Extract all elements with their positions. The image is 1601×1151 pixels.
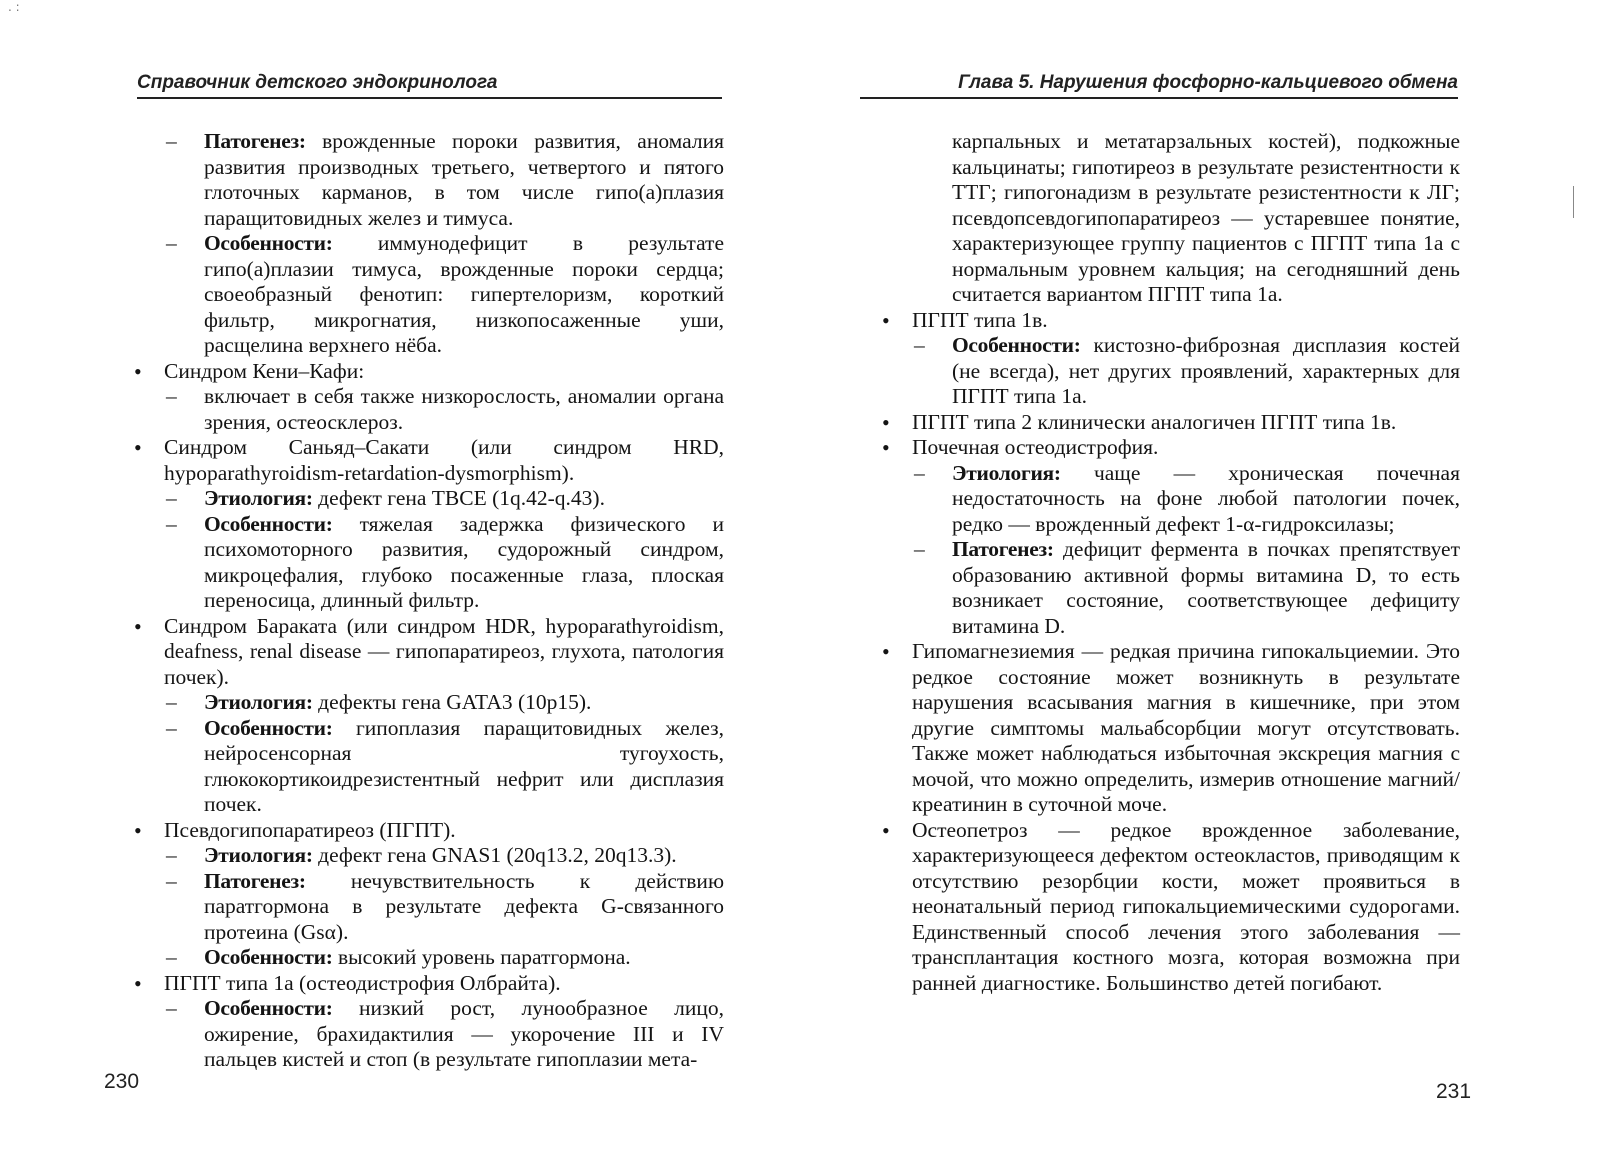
item-text: ПГПТ типа 1а (остеодистрофия Олбрайта). xyxy=(164,970,561,995)
item-text: дефицит фермента в почках препятствует образованию активной формы витамина D, то есть возникает состояние, соответствующее дефициту витамина D. xyxy=(952,537,1460,638)
bullet-marker: • xyxy=(882,435,890,460)
sub-item xyxy=(112,869,724,946)
item-text: чаще — хроническая почечная недостаточность на фоне любой патологии почек, редко — врожденный дефект 1-α-гидроксилазы; xyxy=(952,460,1460,536)
sub-item xyxy=(112,716,724,818)
item-text: высокий уровень паратгормона. xyxy=(332,945,631,969)
item-lead: Особенности: xyxy=(204,511,333,536)
dash-marker: – xyxy=(166,129,177,153)
item-text: иммунодефицит в результате гипо(а)плазии тимуса, врожденные пороки сердца; своеобразный фенотип: гипертелоризм, короткий фильтр, микрогнатия, низкопосаженные уши, расщелина верхнего нёба. xyxy=(204,231,724,357)
dash-marker: – xyxy=(166,945,177,969)
item-text: Синдром Саньяд–Сакати (или синдром HRD, hypoparathyroidism-retardation-dysmorphism). xyxy=(164,435,724,485)
bullet-item xyxy=(112,971,724,997)
dash-marker: – xyxy=(166,384,177,408)
sub-item xyxy=(112,512,724,614)
item-text: включает в себя также низкорослость, аномалии органа зрения, остеосклероз. xyxy=(204,384,724,434)
item-lead: Этиология: xyxy=(204,690,313,714)
bullet-item xyxy=(860,818,1460,997)
right-page xyxy=(860,0,1601,1151)
dash-marker: – xyxy=(166,715,177,740)
page-body xyxy=(112,129,724,1073)
running-head: Глава 5. Нарушения фосфорно-кальциевого обмена xyxy=(860,72,1458,99)
item-lead: Особенности: xyxy=(204,945,333,969)
dash-marker: – xyxy=(166,843,177,867)
dash-marker: – xyxy=(166,996,177,1020)
item-text: Гипомагнезиемия — редкая причина гипокальциемии. Это редкое состояние может возникнуть в результате нарушения всасывания магния в кишечнике, при этом другие симптомы мальабсорбции могут отсутствовать. Также может наблюдаться избыточная экскреция магния с мочой, что можно определить, измерив отношение магний/креатинин в суточной моче. xyxy=(912,639,1460,816)
bullet-item xyxy=(112,435,724,486)
scan-artifact-line xyxy=(1573,186,1574,218)
item-lead: Особенности: xyxy=(204,231,333,255)
item-lead: Особенности: xyxy=(204,996,333,1020)
bullet-marker: • xyxy=(134,613,142,639)
sub-item xyxy=(112,231,724,359)
sub-item xyxy=(112,843,724,869)
sub-item xyxy=(860,333,1460,410)
page-number: 231 xyxy=(1436,1080,1472,1103)
item-text: карпальных и метатарзальных костей), подкожные кальцинаты; гипотиреоз в результате резистентности к ТТГ; гипогонадизм в результате резистентности к ЛГ; псевдопсевдогипопаратиреоз — устаревшее понятие, характеризующее группу пациентов с ПГПТ типа 1а с нормальным уровнем кальция; на сегодняшний день считается вариантом ПГПТ типа 1а. xyxy=(952,129,1460,306)
page-body xyxy=(860,129,1460,996)
sub-item xyxy=(112,486,724,512)
sub-item xyxy=(860,461,1460,538)
item-text: дефект гена GNAS1 (20q13.2, 20q13.3). xyxy=(312,843,677,867)
item-lead: Этиология: xyxy=(204,486,313,510)
item-lead: Патогенез: xyxy=(204,868,306,893)
item-text: дефект гена TBCE (1q.42-q.43). xyxy=(312,486,605,510)
item-text: кистозно-фиброзная дисплазия костей (не всегда), нет других проявлений, характерных для ПГПТ типа 1а. xyxy=(952,333,1460,408)
dash-marker: – xyxy=(166,231,177,255)
bullet-item xyxy=(112,359,724,385)
item-text: гипоплазия паращитовидных желез, нейросенсорная тугоухость, глюкокортикоидрезистентный нефрит или дисплазия почек. xyxy=(204,715,724,816)
bullet-marker: • xyxy=(882,639,890,664)
left-page xyxy=(0,0,760,1151)
bullet-item xyxy=(112,614,724,691)
bullet-marker: • xyxy=(882,307,890,333)
dash-marker: – xyxy=(166,868,177,893)
bullet-item xyxy=(860,410,1460,436)
item-text: Псевдогипопаратиреоз (ПГПТ). xyxy=(164,817,456,842)
running-head: Справочник детского эндокринолога xyxy=(137,72,722,99)
bullet-item xyxy=(860,308,1460,334)
bullet-item xyxy=(860,435,1460,461)
item-text: Синдром Кени–Кафи: xyxy=(164,358,365,383)
bullet-marker: • xyxy=(134,817,142,843)
item-text: врожденные пороки развития, аномалия развития производных третьего, четвертого и пятого глоточных карманов, в том числе гипо(а)плазия паращитовидных желез и тимуса. xyxy=(204,129,724,230)
item-text: нечувствительность к действию паратгормона в результате дефекта G-связанного протеина (Gsα). xyxy=(204,868,724,944)
bullet-item xyxy=(860,639,1460,818)
sub-item xyxy=(112,384,724,435)
sub-item xyxy=(112,996,724,1073)
dash-marker: – xyxy=(166,511,177,536)
bullet-item xyxy=(112,818,724,844)
item-lead: Патогенез: xyxy=(952,537,1054,561)
item-lead: Этиология: xyxy=(952,460,1061,485)
bullet-marker: • xyxy=(882,817,890,843)
continued-paragraph xyxy=(860,129,1460,308)
bullet-marker: • xyxy=(134,435,142,460)
item-text: Почечная остеодистрофия. xyxy=(912,435,1159,459)
dash-marker: – xyxy=(166,486,177,510)
item-text: низкий рост, лунообразное лицо, ожирение, брахидактилия — укорочение III и IV пальцев кистей и стоп (в результате гипоплазии мета- xyxy=(204,996,724,1071)
item-text: Остеопетроз — редкое врожденное заболевание, характеризующееся дефектом остеокластов, приводящим к отсутствию резорбции кости, может проявиться в неонатальный период гипокальциемическими судорогами. Единственный способ лечения этого заболевания — трансплантация костного мозга, которая возможна при ранней диагностике. Большинство детей погибают. xyxy=(912,817,1460,995)
item-text: Синдром Бараката (или синдром HDR, hypoparathyroidism, deafness, renal disease — гипопаратиреоз, глухота, патология почек). xyxy=(164,613,724,689)
item-text: ПГПТ типа 1в. xyxy=(912,307,1048,332)
sub-item xyxy=(112,129,724,231)
item-text: ПГПТ типа 2 клинически аналогичен ПГПТ типа 1в. xyxy=(912,409,1397,434)
bullet-marker: • xyxy=(134,358,142,384)
item-lead: Особенности: xyxy=(204,715,333,740)
item-text: дефекты гена GATA3 (10p15). xyxy=(312,690,592,714)
item-text: тяжелая задержка физического и психомоторного развития, судорожный синдром, микроцефалия, глубоко посаженные глаза, плоская переносица, длинный фильтр. xyxy=(204,511,724,612)
item-lead: Патогенез: xyxy=(204,129,306,153)
dash-marker: – xyxy=(914,460,925,485)
bullet-marker: • xyxy=(134,970,142,996)
sub-item xyxy=(112,690,724,716)
page-number: 230 xyxy=(104,1070,140,1093)
sub-item xyxy=(860,537,1460,639)
dash-marker: – xyxy=(914,537,925,561)
sub-item xyxy=(112,945,724,971)
item-lead: Этиология: xyxy=(204,843,313,867)
dash-marker: – xyxy=(166,690,177,714)
scan-artifact: . : xyxy=(8,0,20,14)
bullet-marker: • xyxy=(882,409,890,435)
dash-marker: – xyxy=(914,333,925,357)
item-lead: Особенности: xyxy=(952,333,1081,357)
